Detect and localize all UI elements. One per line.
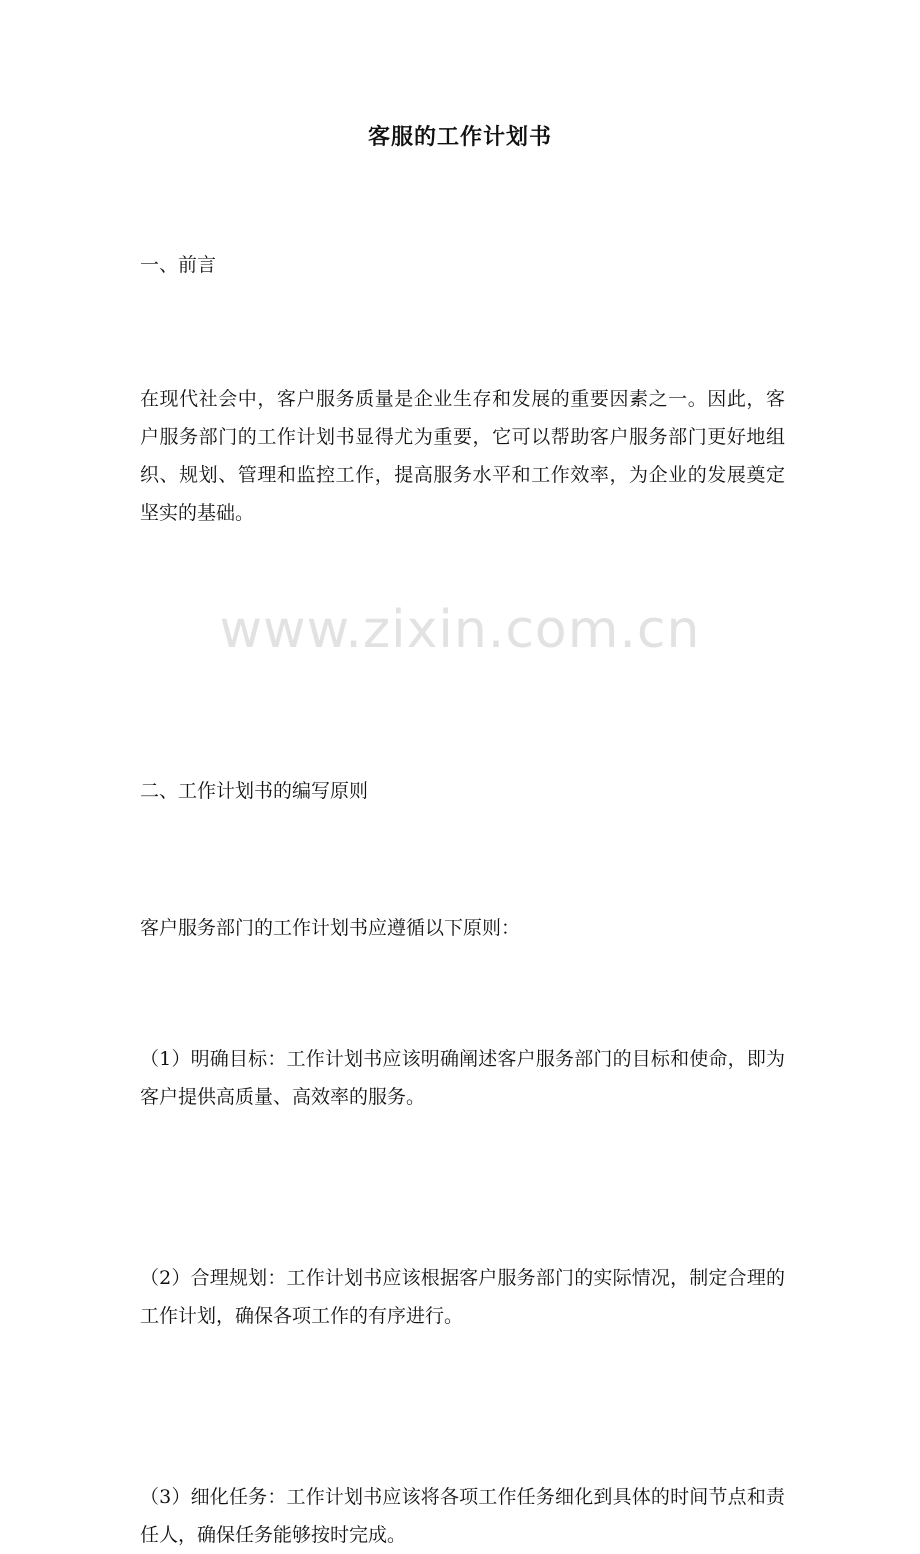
paragraph-principle-2: （2）合理规划：工作计划书应该根据客户服务部门的实际情况，制定合理的工作计划，确保各项工作的有序进行。 xyxy=(140,1267,785,1327)
paragraph-principle-1: （1）明确目标：工作计划书应该明确阐述客户服务部门的目标和使命，即为客户提供高质量、高效率的服务。 xyxy=(140,1048,785,1108)
section-heading-principles: 二、工作计划书的编写原则 xyxy=(140,780,369,802)
paragraph-principle-3: （3）细化任务：工作计划书应该将各项工作任务细化到具体的时间节点和责任人，确保任务能够按时完成。 xyxy=(140,1486,785,1546)
document-title: 客服的工作计划书 xyxy=(367,125,552,150)
watermark: www.zixin.com.cn xyxy=(219,600,701,660)
paragraph-principles-intro: 客户服务部门的工作计划书应遵循以下原则： xyxy=(140,917,521,939)
section-heading-preface: 一、前言 xyxy=(140,254,217,276)
paragraph-preface: 在现代社会中，客户服务质量是企业生存和发展的重要因素之一。因此，客户服务部门的工作计划书显得尤为重要，它可以帮助客户服务部门更好地组织、规划、管理和监控工作，提高服务水平和工作效率，为企业的发展奠定坚实的基础。 xyxy=(140,388,785,524)
